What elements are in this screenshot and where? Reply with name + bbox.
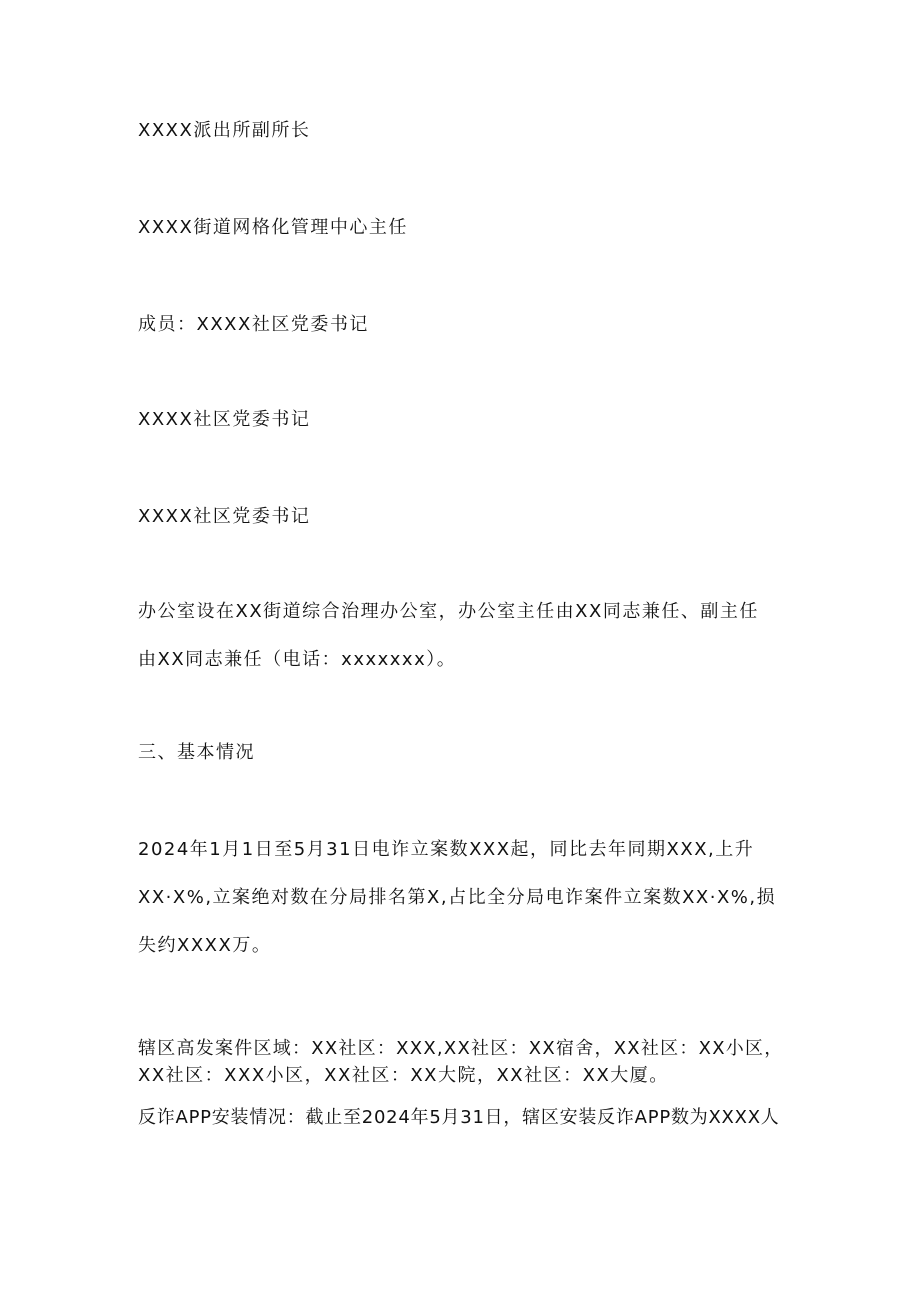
text-line-member-2: XXXX社区党委书记 bbox=[138, 409, 311, 430]
text-line-members: 成员：XXXX社区党委书记 bbox=[138, 314, 369, 335]
text-line-office-1: 办公室设在XX街道综合治理办公室，办公室主任由XX同志兼任、副主任 bbox=[138, 601, 759, 622]
text-line-stats-1: 2024年1月1日至5月31日电诈立案数XXX起，同比去年同期XXX,上升 bbox=[138, 839, 755, 860]
text-line-office-2: 由XX同志兼任（电话：xxxxxxx）。 bbox=[138, 649, 457, 670]
section-heading-basic-situation: 三、基本情况 bbox=[138, 742, 255, 763]
text-line-grid-center-director: XXXX街道网格化管理中心主任 bbox=[138, 217, 408, 238]
text-line-stats-3: 失约XXXX万。 bbox=[138, 935, 272, 956]
text-line-areas-1: 辖区高发案件区域：XX社区：XXX,XX社区：XX宿舍，XX社区：XX小区， bbox=[138, 1038, 784, 1059]
text-line-stats-2: XX·X%,立案绝对数在分局排名第X,占比全分局电诈案件立案数XX·X%,损 bbox=[138, 887, 777, 908]
text-line-areas-2: XX社区：XXX小区，XX社区：XX大院，XX社区：XX大厦。 bbox=[138, 1065, 669, 1086]
text-line-deputy-director: XXXX派出所副所长 bbox=[138, 120, 311, 141]
text-line-member-3: XXXX社区党委书记 bbox=[138, 506, 311, 527]
text-line-app-install: 反诈APP安装情况：截止至2024年5月31日，辖区安装反诈APP数为XXXX人 bbox=[138, 1107, 780, 1128]
